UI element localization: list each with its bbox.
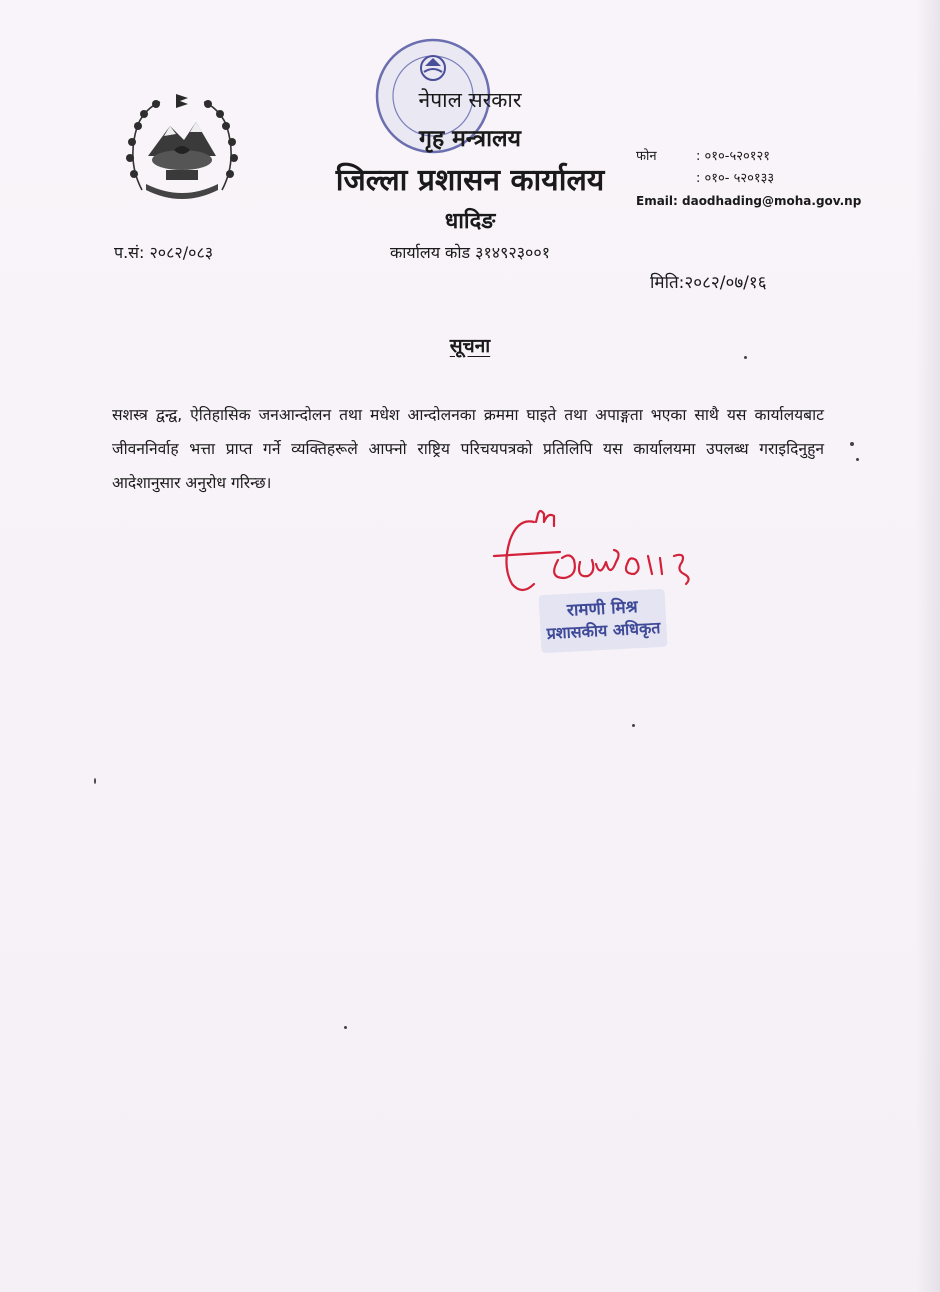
scan-speck [632,724,635,727]
government-name: नेपाल सरकार [418,88,522,112]
office-name: जिल्ला प्रशासन कार्यालय [335,163,605,198]
notice-heading: सूचना [449,335,491,357]
scan-speck [856,458,859,461]
notice-body: सशस्त्र द्वन्द्व, ऐतिहासिक जनआन्दोलन तथा मधेश आन्दोलनका क्रममा घाइते तथा अपाङ्गता भएका साथै यस कार्यालयबाट जीवननिर्वाह भत्ता प्राप्त गर्ने व्यक्तिहरूले आफ्नो राष्ट्रिय परिचयपत्रको प्रतिलिपि यस कार्यालयमा उपलब्ध गराइदिनुहुन आदेशानुसार अनुरोध गरिन्छ। [112,406,824,492]
letter-date: मिति:२०८२/०७/१६ [650,273,767,293]
officer-title: प्रशासकीय अधिकृत [546,618,661,643]
scan-speck [744,356,747,359]
phone-number-1: : ०१०-५२०१२१ [696,149,771,164]
scan-speck [94,778,96,784]
scan-speck [344,1026,347,1029]
officer-name-stamp [539,589,668,654]
reference-number: प.सं: २०८२/०८३ [114,243,214,262]
district-name: धादिङ [444,209,496,234]
phone-number-2: : ०१०- ५२०१३३ [696,171,775,186]
email-address: Email: daodhading@moha.gov.np [636,194,862,208]
office-code: कार्यालय कोड ३१४९२३००१ [389,243,551,262]
phone-label: फोन [636,149,657,164]
ministry-name: गृह मन्त्रालय [419,126,521,152]
scan-speck [850,442,854,446]
contact-block [636,146,861,212]
officer-name: रामणी मिश्र [566,597,639,621]
